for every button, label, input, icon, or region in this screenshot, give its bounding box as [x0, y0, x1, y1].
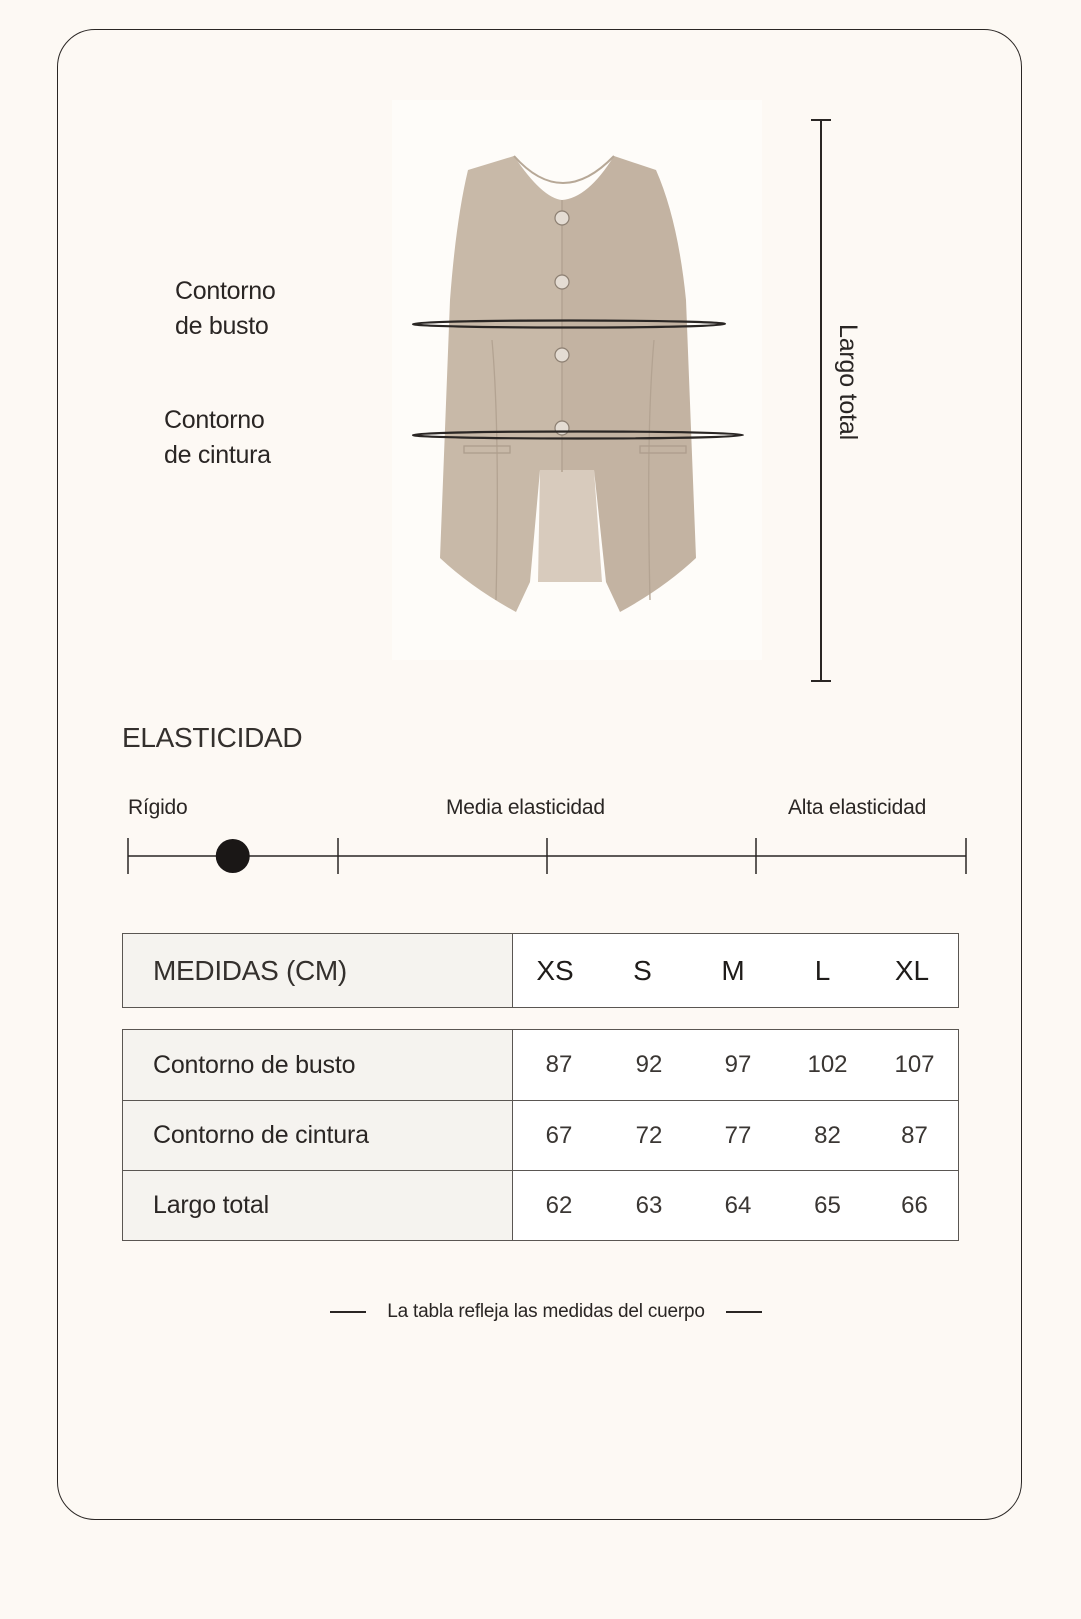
table-row — [123, 1170, 958, 1240]
footnote-text: La tabla refleja las medidas del cuerpo — [387, 1301, 705, 1322]
table-cell: 77 — [724, 1121, 752, 1149]
length-measure-line — [808, 118, 834, 684]
bust-label: Contorno de busto — [175, 277, 276, 340]
elasticity-marker — [216, 839, 250, 873]
measures-header: MEDIDAS (CM) — [123, 934, 513, 1007]
footnote-dash-left — [330, 1311, 366, 1313]
size-s: S — [633, 954, 652, 986]
elasticity-label-rigid: Rígido — [128, 796, 188, 819]
table-cell: 87 — [901, 1121, 928, 1149]
table-row — [123, 1100, 958, 1170]
table-cell: 82 — [814, 1121, 841, 1149]
table-cell: 107 — [894, 1051, 935, 1078]
table-cell: 64 — [724, 1191, 752, 1219]
footnote-dash-right — [726, 1311, 762, 1313]
footnote — [330, 1301, 762, 1323]
elasticity-title: ELASTICIDAD — [122, 722, 303, 753]
table-cell: 87 — [545, 1051, 573, 1078]
size-l: L — [814, 954, 831, 986]
table-cell: 63 — [635, 1191, 663, 1219]
row-label: Contorno de cintura — [123, 1101, 513, 1170]
size-m: M — [721, 954, 745, 986]
table-cell: 72 — [635, 1121, 663, 1149]
row-label: Largo total — [123, 1171, 513, 1240]
table-cell: 62 — [545, 1191, 573, 1219]
size-table-header — [122, 933, 959, 1008]
table-cell: 102 — [807, 1051, 848, 1078]
size-table-body — [122, 1029, 959, 1241]
waist-label: Contorno de cintura — [164, 406, 271, 469]
table-cell: 97 — [724, 1051, 752, 1078]
table-cell: 66 — [901, 1191, 928, 1219]
table-cell: 65 — [814, 1191, 841, 1219]
elasticity-scale — [122, 836, 970, 876]
row-label: Contorno de busto — [123, 1030, 513, 1100]
length-label: Largo total — [834, 324, 862, 440]
table-cell: 92 — [635, 1051, 663, 1078]
size-xs: XS — [536, 954, 574, 986]
elasticity-label-medium: Media elasticidad — [446, 796, 605, 819]
elasticity-label-high: Alta elasticidad — [788, 796, 927, 819]
table-row — [123, 1030, 958, 1100]
table-cell: 67 — [545, 1121, 573, 1149]
vest-illustration — [392, 100, 762, 660]
size-xl: XL — [894, 954, 930, 986]
